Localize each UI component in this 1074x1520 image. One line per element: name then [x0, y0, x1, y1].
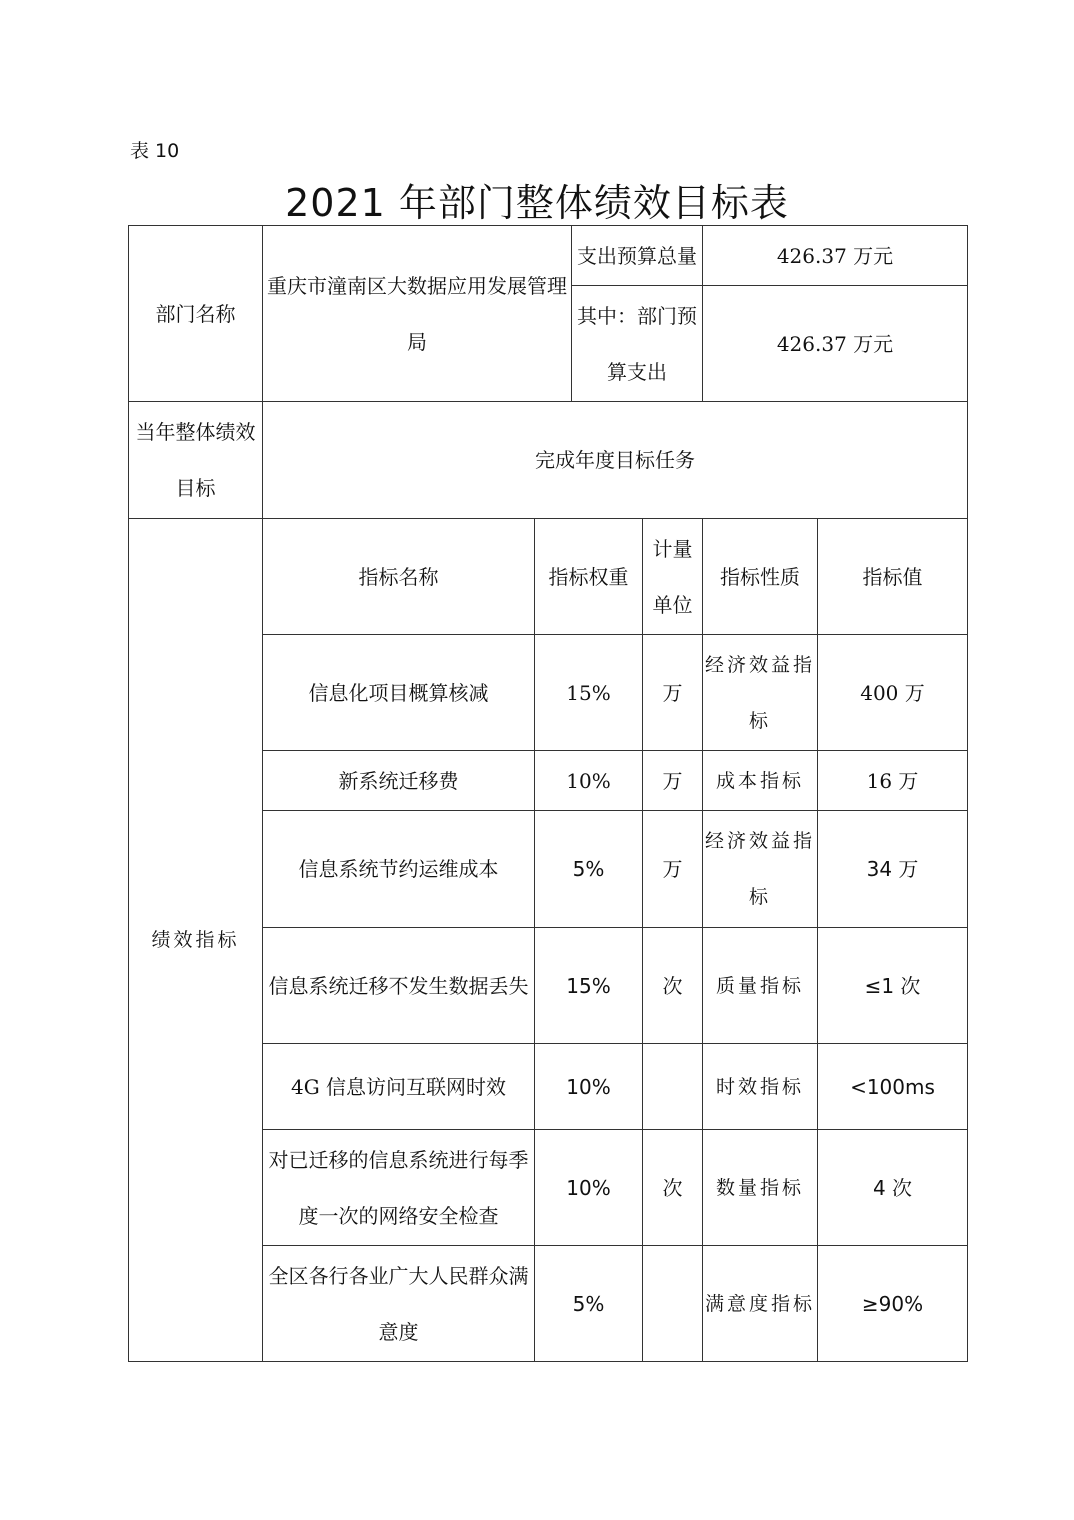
budget-total-value: 426.37 万元: [703, 226, 968, 286]
column-header: 指标名称: [263, 519, 535, 635]
dept-budget-value: 426.37 万元: [703, 286, 968, 402]
indicator-name: 信息化项目概算核减: [263, 635, 535, 751]
indicator-nature: 经济效益指标: [703, 811, 818, 928]
indicator-nature: 数量指标: [703, 1130, 818, 1246]
indicator-nature: 时效指标: [703, 1044, 818, 1130]
indicator-value: 400 万: [818, 635, 968, 751]
goal-value: 完成年度目标任务: [263, 402, 968, 519]
indicator-weight: 5%: [535, 1246, 643, 1362]
indicator-weight: 15%: [535, 928, 643, 1044]
indicator-nature: 质量指标: [703, 928, 818, 1044]
indicator-name: 信息系统迁移不发生数据丢失: [263, 928, 535, 1044]
column-header: 指标值: [818, 519, 968, 635]
indicator-value: 34 万: [818, 811, 968, 928]
indicator-weight: 15%: [535, 635, 643, 751]
indicator-weight: 10%: [535, 1044, 643, 1130]
budget-total-label: 支出预算总量: [572, 226, 703, 286]
indicators-section-label: 绩效指标: [129, 519, 263, 1362]
indicator-value: <100ms: [818, 1044, 968, 1130]
indicator-weight: 10%: [535, 1130, 643, 1246]
indicator-unit: 万: [643, 811, 703, 928]
dept-name-label: 部门名称: [129, 226, 263, 402]
indicator-nature: 满意度指标: [703, 1246, 818, 1362]
dept-name-value: 重庆市潼南区大数据应用发展管理局: [263, 226, 572, 402]
column-header: 计量单位: [643, 519, 703, 635]
indicator-value: ≤1 次: [818, 928, 968, 1044]
column-header: 指标权重: [535, 519, 643, 635]
indicator-unit: [643, 1044, 703, 1130]
indicator-unit: 次: [643, 1130, 703, 1246]
indicator-unit: [643, 1246, 703, 1362]
indicator-nature: 经济效益指标: [703, 635, 818, 751]
indicator-name: 新系统迁移费: [263, 751, 535, 811]
column-header: 指标性质: [703, 519, 818, 635]
dept-budget-label: 其中：部门预算支出: [572, 286, 703, 402]
indicator-unit: 万: [643, 751, 703, 811]
performance-table: [128, 225, 968, 1362]
indicator-unit: 万: [643, 635, 703, 751]
indicator-name: 对已迁移的信息系统进行每季度一次的网络安全检查: [263, 1130, 535, 1246]
indicator-value: 4 次: [818, 1130, 968, 1246]
indicator-name: 信息系统节约运维成本: [263, 811, 535, 928]
document-title: 2021 年部门整体绩效目标表: [285, 181, 789, 225]
indicator-nature: 成本指标: [703, 751, 818, 811]
indicator-name: 全区各行各业广大人民群众满意度: [263, 1246, 535, 1362]
indicator-unit: 次: [643, 928, 703, 1044]
indicator-weight: 10%: [535, 751, 643, 811]
table-label: 表 10: [130, 140, 180, 162]
indicator-value: ≥90%: [818, 1246, 968, 1362]
indicator-value: 16 万: [818, 751, 968, 811]
indicator-weight: 5%: [535, 811, 643, 928]
goal-label: 当年整体绩效目标: [129, 402, 263, 519]
indicator-name: 4G 信息访问互联网时效: [263, 1044, 535, 1130]
